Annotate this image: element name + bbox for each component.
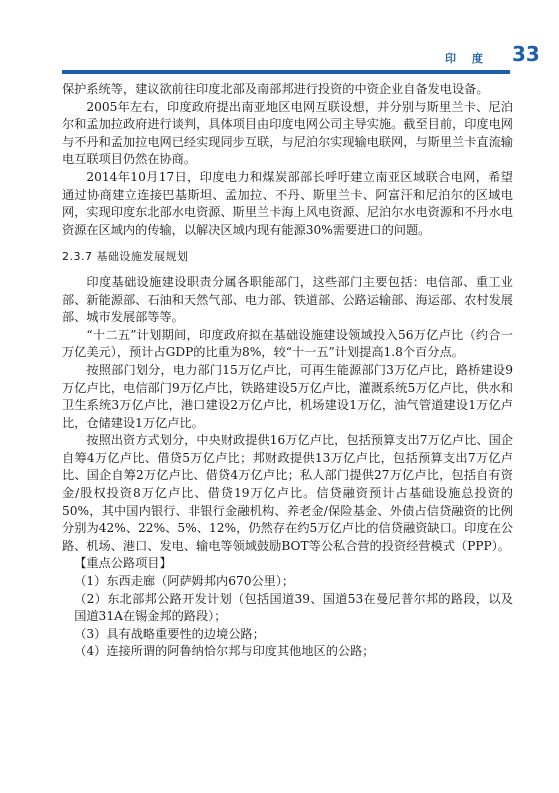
section-heading: 2.3.7 基础设施发展规划: [62, 250, 189, 264]
paragraph: 按照出资方式划分，中央财政提供16万亿卢比，包括预算支出7万亿卢比、国企自筹4万亿卢比、借贷5万亿卢比；邦财政提供13万亿卢比，包括预算支出7万亿卢比、国企自筹2万亿卢比、借贷4万亿卢比；私人部门提供27万亿卢比，包括自有资金/股权投资8万亿卢比、借贷19万亿卢比。信贷融资预计占基础设施总投资的50%，其中国内银行、非银行金融机构、养老金/保险基金、外债占信贷融资的比例分别为42%、22%、5%、12%，仍然存在约5万亿卢比的信贷融资缺口。印度在公路、机场、港口、发电、输电等领域鼓励BOT等公私合营的投资经营模式（PPP）。: [62, 433, 513, 553]
paragraph: 按照部门划分，电力部门15万亿卢比，可再生能源部门3万亿卢比，路桥建设9万亿卢比，电信部门9万亿卢比，铁路建设5万亿卢比，灌溉系统5万亿卢比，供水和卫生系统3万亿卢比，港口建设2万亿卢比，机场建设1万亿，油气管道建设1万亿卢比，仓储建设1万亿卢比。: [62, 362, 513, 430]
paragraph: 2005年左右，印度政府提出南亚地区电网互联设想，并分别与斯里兰卡、尼泊尔和孟加拉政府进行谈判，具体项目由印度电网公司主导实施。截至目前，印度电网与不丹和孟加拉电网已经实现同步互联，与尼泊尔实现输电联网，与斯里兰卡直流输电互联项目仍然在协商。: [62, 99, 513, 167]
key-projects-heading: 【重点公路项目】: [74, 556, 172, 571]
header-rule: [62, 70, 510, 74]
body-text: [62, 81, 513, 661]
paragraph: “十二五”计划期间，印度政府拟在基础设施建设领域投入56万亿卢比（约合一万亿美元），预计占GDP的比重为8%，较“十一五”计划提高1.8个百分点。: [62, 327, 513, 360]
paragraph: 2014年10月17日，印度电力和煤炭部部长呼吁建立南亚区域联合电网，希望通过协商建立连接巴基斯坦、孟加拉、不丹、斯里兰卡、阿富汗和尼泊尔的区域电网，实现印度东北部水电资源、斯里兰卡海上风电资源、尼泊尔水电资源和不丹水电资源在区域内的传输，以解决区域内现有能源30%需要进口的问题。: [62, 169, 513, 237]
list-item: （3）具有战略重要性的边境公路；: [74, 626, 265, 641]
list-item: （1）东西走廊（阿萨姆邦内670公里）；: [74, 574, 295, 589]
list-item: （4）连接所谓的阿鲁纳恰尔邦与印度其他地区的公路；: [74, 644, 375, 659]
chapter-title: 印 度: [445, 52, 489, 65]
list-item: （2）东北部邦公路开发计划（包括国道39、国道53在曼尼普尔邦的路段，以及国道31A在锡金邦的路段）；: [74, 591, 513, 624]
paragraph: 印度基础设施建设职责分属各职能部门，这些部门主要包括：电信部、重工业部、新能源部、石油和天然气部、电力部、铁道部、公路运输部、海运部、农村发展部、城市发展部等等。: [62, 274, 513, 325]
page-number: 33: [512, 42, 540, 66]
paragraph: 保护系统等，建议欲前往印度北部及南部邦进行投资的中资企业自备发电设备。: [62, 82, 489, 96]
